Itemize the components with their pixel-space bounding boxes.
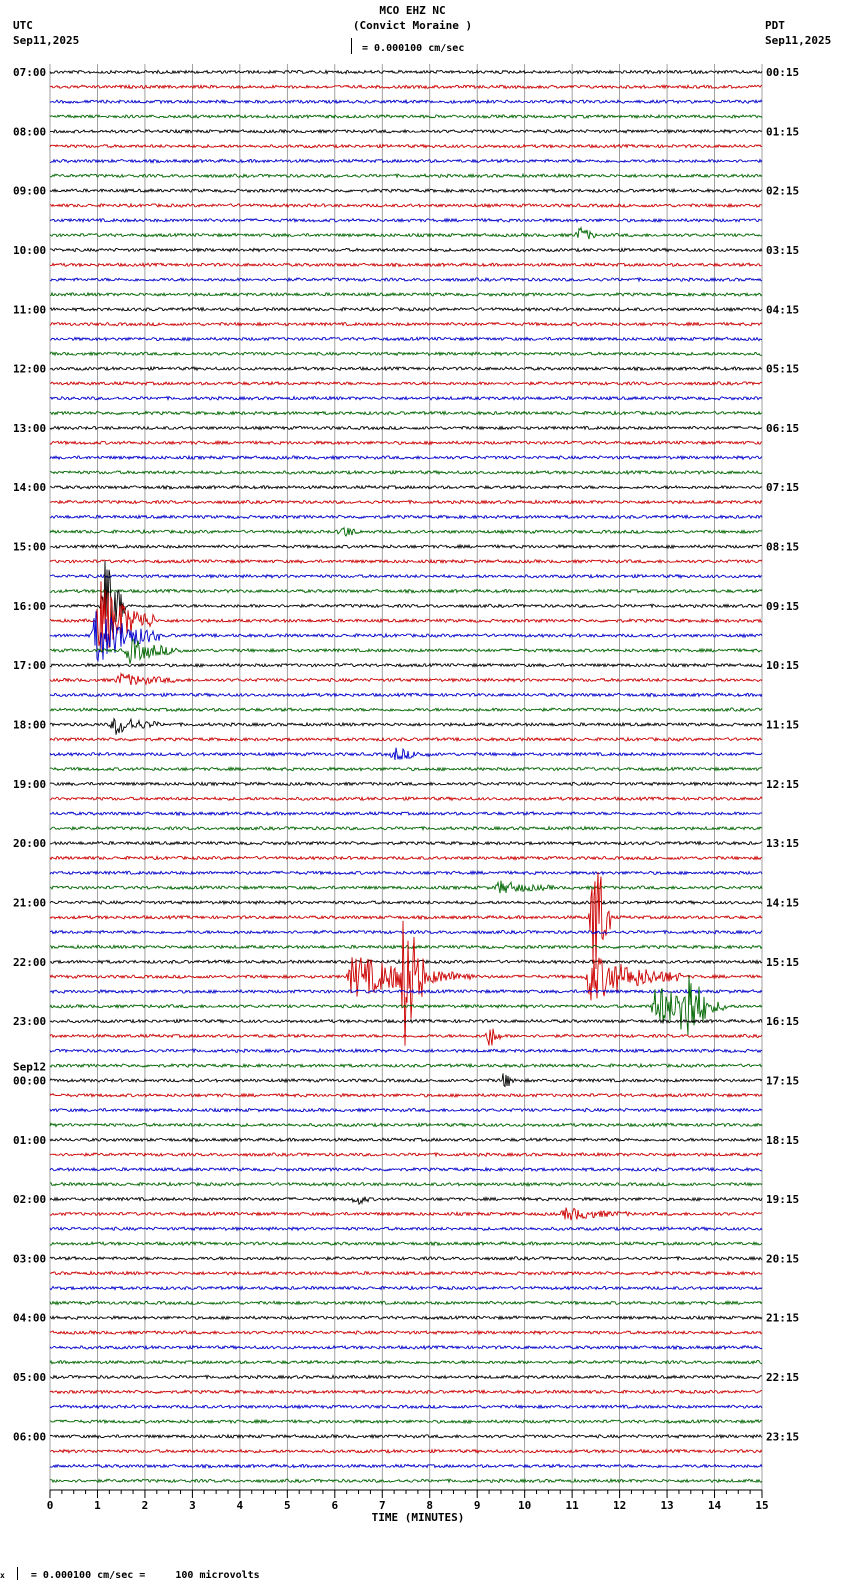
utc-hour-label: 09:00 xyxy=(13,184,47,198)
pdt-hour-label: 16:15 xyxy=(766,1015,800,1029)
trace-3 xyxy=(50,115,762,118)
trace-13 xyxy=(50,263,762,266)
trace-89 xyxy=(50,1390,762,1393)
trace-86 xyxy=(50,1346,762,1349)
utc-hour-label: 02:00 xyxy=(13,1193,47,1207)
utc-hour-label: 21:00 xyxy=(13,896,47,910)
x-tick-label: 6 xyxy=(331,1499,339,1512)
utc-hour-label: 14:00 xyxy=(13,481,47,495)
x-tick-label: 10 xyxy=(518,1499,532,1512)
trace-5 xyxy=(50,145,762,148)
trace-70 xyxy=(50,1109,762,1112)
trace-24 xyxy=(50,426,762,429)
utc-hour-label: 07:00 xyxy=(13,66,47,79)
trace-94 xyxy=(50,1464,762,1467)
trace-74 xyxy=(50,1168,762,1171)
pdt-hour-label: 19:15 xyxy=(766,1193,800,1207)
x-tick-label: 14 xyxy=(707,1499,722,1512)
trace-84 xyxy=(50,1316,762,1319)
seismic-traces xyxy=(50,70,762,1482)
trace-60 xyxy=(50,960,762,963)
pdt-hour-label: 12:15 xyxy=(766,777,800,791)
right-date: Sep11,2025 xyxy=(765,34,832,47)
utc-hour-label: 06:00 xyxy=(13,1430,47,1444)
station-title: MCO EHZ NC xyxy=(379,4,446,17)
left-date: Sep11,2025 xyxy=(13,34,80,47)
x-tick-label: 3 xyxy=(189,1499,196,1512)
calibration-note xyxy=(0,1567,260,1581)
trace-65 xyxy=(50,1029,762,1046)
x-tick-label: 1 xyxy=(94,1499,101,1512)
x-tick-label: 5 xyxy=(284,1499,291,1512)
footer-marker: x xyxy=(0,1571,5,1580)
trace-6 xyxy=(50,159,762,162)
trace-26 xyxy=(50,456,762,459)
trace-87 xyxy=(50,1361,762,1364)
trace-9 xyxy=(50,204,762,207)
trace-64 xyxy=(50,1020,762,1023)
trace-78 xyxy=(50,1227,762,1230)
x-tick-label: 0 xyxy=(46,1499,54,1512)
trace-0 xyxy=(50,70,762,73)
minute-gridlines xyxy=(50,64,762,1493)
trace-92 xyxy=(50,1435,762,1438)
trace-4 xyxy=(50,130,762,133)
trace-27 xyxy=(50,471,762,474)
trace-2 xyxy=(50,100,762,103)
x-tick-label: 2 xyxy=(141,1499,149,1512)
trace-67 xyxy=(50,1064,762,1067)
trace-53 xyxy=(50,856,762,859)
pdt-hour-label: 21:15 xyxy=(766,1311,800,1325)
utc-hour-label: 10:00 xyxy=(13,243,47,257)
x-axis-label: TIME (MINUTES) xyxy=(371,1511,465,1524)
trace-91 xyxy=(50,1420,762,1423)
utc-hour-label: 03:00 xyxy=(13,1252,47,1266)
utc-hour-label: 23:00 xyxy=(13,1015,47,1029)
x-tick-label: 15 xyxy=(755,1499,769,1512)
trace-69 xyxy=(50,1094,762,1097)
pdt-hour-label: 11:15 xyxy=(766,718,800,732)
trace-40 xyxy=(50,664,762,667)
trace-15 xyxy=(50,293,762,296)
time-axis xyxy=(47,1490,769,1512)
trace-55 xyxy=(50,881,762,894)
trace-30 xyxy=(50,515,762,518)
trace-44 xyxy=(50,719,762,735)
pdt-hour-label: 06:15 xyxy=(766,421,800,435)
pdt-hour-label: 15:15 xyxy=(766,955,800,969)
trace-41 xyxy=(50,674,762,685)
trace-80 xyxy=(50,1257,762,1260)
utc-hour-label: 00:00 xyxy=(13,1074,47,1088)
x-tick-label: 4 xyxy=(236,1499,244,1512)
utc-hour-label: 12:00 xyxy=(13,362,47,376)
x-tick-label: 7 xyxy=(378,1499,386,1512)
trace-22 xyxy=(50,397,762,400)
utc-hour-label: 13:00 xyxy=(13,421,47,435)
trace-85 xyxy=(50,1331,762,1334)
scale-note: = 0.000100 cm/sec xyxy=(362,43,465,54)
right-timezone: PDT xyxy=(765,19,785,32)
utc-hour-label: 20:00 xyxy=(13,837,47,851)
trace-83 xyxy=(50,1301,762,1304)
x-tick-label: 8 xyxy=(426,1499,434,1512)
trace-20 xyxy=(50,367,762,370)
utc-hour-label: 08:00 xyxy=(13,125,47,139)
station-location: (Convict Moraine ) xyxy=(352,19,473,32)
trace-58 xyxy=(50,931,762,934)
trace-77 xyxy=(50,1208,762,1220)
pdt-hour-label: 20:15 xyxy=(766,1252,800,1266)
trace-61 xyxy=(50,921,762,1046)
utc-hour-label: 18:00 xyxy=(13,718,47,732)
trace-66 xyxy=(50,1049,762,1052)
trace-72 xyxy=(50,1138,762,1141)
trace-81 xyxy=(50,1272,762,1275)
trace-50 xyxy=(50,812,762,815)
trace-34 xyxy=(50,575,762,578)
trace-21 xyxy=(50,382,762,385)
trace-76 xyxy=(50,1197,762,1205)
pdt-hour-label: 08:15 xyxy=(766,540,800,554)
pdt-hour-label: 10:15 xyxy=(766,659,800,673)
trace-90 xyxy=(50,1405,762,1408)
trace-45 xyxy=(50,738,762,741)
trace-23 xyxy=(50,412,762,415)
trace-31 xyxy=(50,528,762,536)
trace-36 xyxy=(50,561,762,634)
trace-79 xyxy=(50,1242,762,1245)
x-tick-label: 13 xyxy=(660,1499,674,1512)
trace-29 xyxy=(50,500,762,503)
trace-54 xyxy=(50,871,762,874)
trace-95 xyxy=(50,1479,762,1482)
utc-hour-label: 19:00 xyxy=(13,777,47,791)
pdt-hour-label: 04:15 xyxy=(766,303,800,317)
trace-39 xyxy=(50,639,762,664)
trace-14 xyxy=(50,278,762,281)
trace-59 xyxy=(50,945,762,948)
pdt-hour-label: 07:15 xyxy=(766,481,800,495)
pdt-hour-label: 23:15 xyxy=(766,1430,800,1444)
trace-28 xyxy=(50,486,762,489)
pdt-hour-label: 05:15 xyxy=(766,362,800,376)
pdt-hour-label: 03:15 xyxy=(766,243,800,257)
trace-17 xyxy=(50,323,762,326)
trace-7 xyxy=(50,174,762,177)
utc-hour-label: 17:00 xyxy=(13,659,47,673)
trace-68 xyxy=(50,1073,762,1086)
trace-11 xyxy=(50,228,762,240)
x-tick-label: 11 xyxy=(565,1499,579,1512)
left-timezone: UTC xyxy=(13,19,33,32)
pdt-hour-label: 09:15 xyxy=(766,599,800,613)
pdt-hour-label: 18:15 xyxy=(766,1133,800,1147)
trace-10 xyxy=(50,219,762,222)
trace-51 xyxy=(50,827,762,830)
trace-73 xyxy=(50,1153,762,1156)
trace-25 xyxy=(50,441,762,444)
calibration-text: = 0.000100 cm/sec = 100 microvolts xyxy=(30,1570,260,1581)
trace-35 xyxy=(50,589,762,592)
trace-16 xyxy=(50,308,762,311)
pdt-hour-label: 17:15 xyxy=(766,1074,800,1088)
trace-82 xyxy=(50,1286,762,1289)
trace-49 xyxy=(50,797,762,800)
trace-47 xyxy=(50,767,762,770)
trace-19 xyxy=(50,352,762,355)
trace-1 xyxy=(50,85,762,88)
pdt-hour-label: 13:15 xyxy=(766,837,800,851)
utc-hour-label: 22:00 xyxy=(13,955,47,969)
trace-48 xyxy=(50,782,762,785)
pdt-hour-label: 02:15 xyxy=(766,184,800,198)
pdt-hour-label: 14:15 xyxy=(766,896,800,910)
utc-hour-label: 05:00 xyxy=(13,1371,47,1385)
x-tick-label: 9 xyxy=(473,1499,481,1512)
utc-hour-label: 15:00 xyxy=(13,540,47,554)
pdt-hour-label: 22:15 xyxy=(766,1371,800,1385)
trace-93 xyxy=(50,1450,762,1453)
calibration-bar-icon xyxy=(17,1567,19,1580)
utc-hour-label: 16:00 xyxy=(13,599,47,613)
pdt-hour-label: 00:15 xyxy=(766,66,800,79)
trace-12 xyxy=(50,248,762,251)
trace-32 xyxy=(50,545,762,548)
utc-hour-label: 04:00 xyxy=(13,1311,47,1325)
trace-71 xyxy=(50,1123,762,1126)
x-tick-label: 12 xyxy=(612,1499,627,1512)
date-change-label: Sep12 xyxy=(13,1060,47,1074)
trace-18 xyxy=(50,337,762,340)
trace-88 xyxy=(50,1375,762,1378)
trace-42 xyxy=(50,693,762,696)
utc-hour-label: 01:00 xyxy=(13,1133,47,1147)
trace-46 xyxy=(50,748,762,760)
trace-43 xyxy=(50,708,762,711)
trace-33 xyxy=(50,560,762,563)
trace-8 xyxy=(50,189,762,192)
pdt-hour-label: 01:15 xyxy=(766,125,800,139)
trace-75 xyxy=(50,1183,762,1186)
utc-hour-label: 11:00 xyxy=(13,303,47,317)
trace-52 xyxy=(50,842,762,845)
trace-56 xyxy=(50,901,762,904)
